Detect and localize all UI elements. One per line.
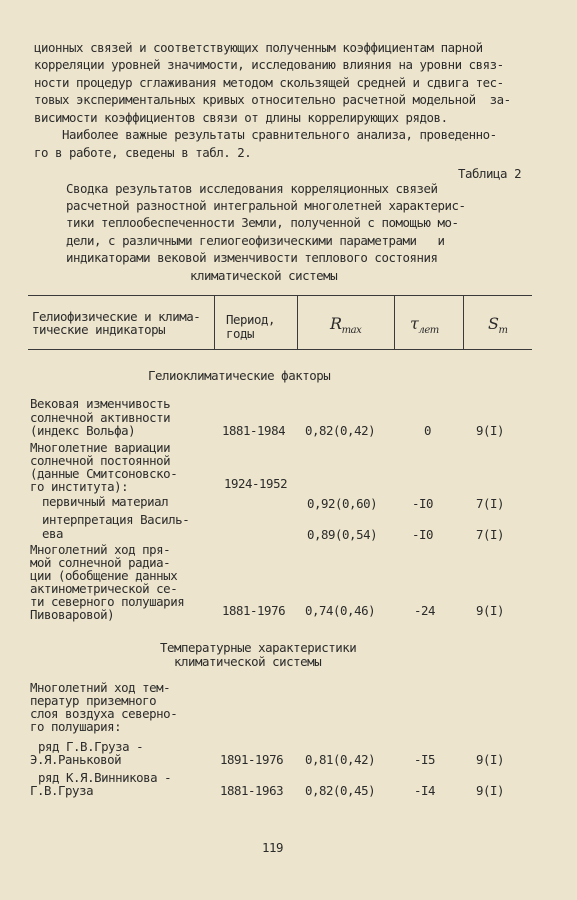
row-label: (данные Смитсоновско- [30, 466, 178, 481]
intro-line: го в работе, сведены в табл. 2. [34, 145, 252, 160]
row-label: солнечной постоянной [30, 453, 171, 468]
column-divider [394, 296, 395, 349]
intro-line: Наиболее важные результаты сравнительного анализа, проведенно- [34, 127, 497, 142]
row-period: 1881-1984 [222, 423, 286, 438]
header-indicators: тические индикаторы [32, 322, 166, 337]
row-label: Многолетние вариации [30, 440, 171, 455]
row-label: ператур приземного [30, 693, 157, 708]
row-sm: 7(I) [476, 527, 505, 542]
section-title: Температурные характеристики [160, 640, 357, 655]
row-label: го полушария: [30, 719, 122, 734]
intro-line: ционных связей и соответствующих полученным коэффициентам парной [34, 40, 483, 55]
caption-line: климатической системы [190, 268, 338, 283]
header-period: Период, [226, 312, 276, 327]
row-tau: -I4 [414, 783, 436, 798]
row-label: Э.Я.Раньковой [30, 752, 122, 767]
row-label: Многолетний ход пря- [30, 542, 171, 557]
section-title: Гелиоклиматические факторы [148, 368, 331, 383]
row-label: ции (обобщение данных [30, 568, 178, 583]
row-rmax: 0,92(0,60) [307, 496, 378, 511]
row-label: ева [42, 526, 64, 541]
row-label: интерпретация Василь- [42, 512, 190, 527]
row-label: ряд Г.В.Груза - [38, 739, 144, 754]
caption-line: тики теплообеспеченности Земли, полученной с помощью мо- [66, 215, 459, 230]
intro-line: ности процедур сглаживания методом скользящей средней и сдвига тес- [34, 75, 504, 90]
row-label: мой солнечной радиа- [30, 555, 171, 570]
row-rmax: 0,89(0,54) [307, 527, 378, 542]
row-sm: 9(I) [476, 783, 505, 798]
row-label: Пивоваровой) [30, 607, 115, 622]
header-sm: $S_m$ [488, 314, 508, 337]
caption-line: Сводка результатов исследования корреляционных связей [66, 181, 438, 196]
row-label: ти северного полушария [30, 594, 185, 609]
row-tau: 0 [424, 423, 432, 438]
row-label: Г.В.Груза [30, 783, 94, 798]
row-tau: -I5 [414, 752, 436, 767]
header-indicators: Гелиофизические и клима- [32, 309, 201, 324]
column-divider [297, 296, 298, 349]
row-label: Вековая изменчивость [30, 396, 171, 411]
table-label: Таблица 2 [458, 166, 522, 181]
row-tau: -24 [414, 603, 436, 618]
column-divider [214, 296, 215, 349]
caption-line: индикаторами вековой изменчивости теплового состояния [66, 250, 438, 265]
row-period: 1891-1976 [220, 752, 284, 767]
row-rmax: 0,82(0,42) [305, 423, 376, 438]
row-label: го института): [30, 479, 129, 494]
row-sm: 7(I) [476, 496, 505, 511]
row-tau: -I0 [412, 496, 434, 511]
row-rmax: 0,82(0,45) [305, 783, 376, 798]
row-label: солнечной активности [30, 410, 171, 425]
row-rmax: 0,81(0,42) [305, 752, 376, 767]
row-label: первичный материал [42, 494, 169, 509]
row-sm: 9(I) [476, 423, 505, 438]
caption-line: дели, с различными гелиогеофизическими параметрами и [66, 233, 445, 248]
row-label: ряд К.Я.Винникова - [38, 770, 172, 785]
row-tau: -I0 [412, 527, 434, 542]
row-label: Многолетний ход тем- [30, 680, 171, 695]
header-period: годы [226, 326, 255, 341]
row-label: актинометрической се- [30, 581, 178, 596]
row-label: (индекс Вольфа) [30, 423, 136, 438]
column-divider [463, 296, 464, 349]
row-period: 1881-1976 [222, 603, 286, 618]
header-rmax: $R_{max}$ [330, 314, 362, 337]
row-rmax: 0,74(0,46) [305, 603, 376, 618]
row-period: 1924-1952 [224, 476, 288, 491]
intro-line: товых экспериментальных кривых относительно расчетной модельной за- [34, 92, 511, 107]
intro-line: висимости коэффициентов связи от длины коррелирующих рядов. [34, 110, 448, 125]
page-number: 119 [262, 840, 284, 855]
section-title: климатической системы [174, 654, 322, 669]
row-sm: 9(I) [476, 603, 505, 618]
table-header-rule [28, 349, 532, 350]
row-sm: 9(I) [476, 752, 505, 767]
intro-line: корреляции уровней значимости, исследованию влияния на уровни связ- [34, 57, 504, 72]
row-label: слоя воздуха северно- [30, 706, 178, 721]
table-top-rule [28, 295, 532, 296]
row-period: 1881-1963 [220, 783, 284, 798]
caption-line: расчетной разностной интегральной многолетней характерис- [66, 198, 466, 213]
header-tau: $\tau_{лет}$ [410, 314, 439, 337]
